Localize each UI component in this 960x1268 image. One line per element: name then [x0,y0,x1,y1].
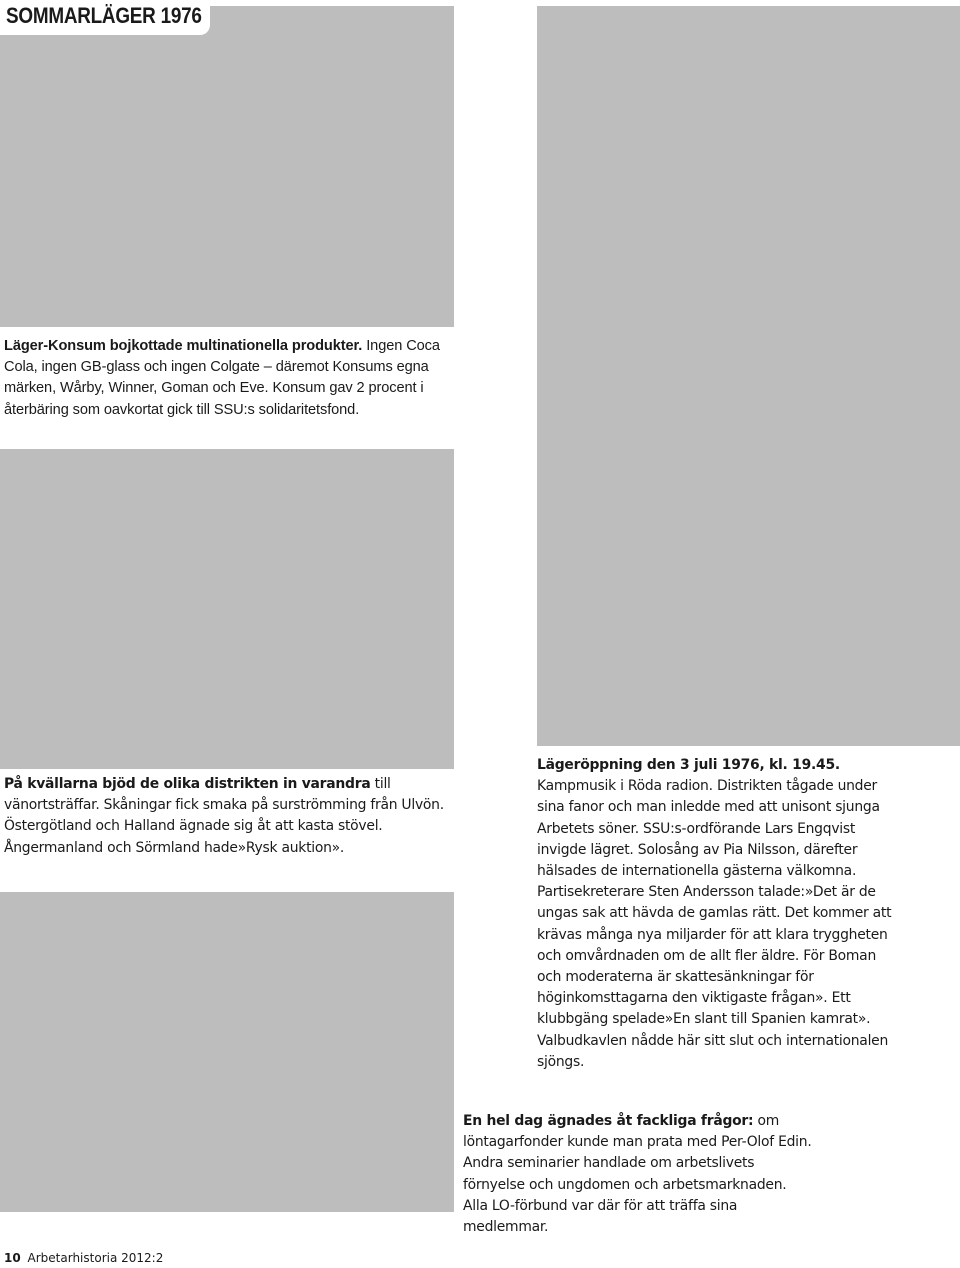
caption-lead: På kvällarna bjöd de olika distrikten in varandra [4,776,371,792]
caption-body: Kampmusik i Röda radion. Distrikten tågade under sina fanor och man inledde med att unisont sjunga Arbetets söner. SSU:s-ordförande Lars Engqvist invigde lägret. Solosång av Pia Nilsson, därefter hälsades de internationella gästerna välkomna. Partisekreterare Sten Andersson talade:»Det är de ungas sak att hävda de gamlas rätt. Det kommer att krävas många nya miljarder för att klara tryggheten och omvårdnaden om de allt fler äldre. För Boman och moderaterna är skattesänkningar för höginkomsttagarna den viktigaste frågan». Ett klubbgäng spelade»En slant till Spanien kamrat». Valbudkavlen nådde här sitt slut och internationalen sjöngs. [537,778,892,1070]
caption-kvallarna [4,774,466,859]
photo-lower-right [454,1078,960,1097]
caption-fackliga [463,1111,815,1238]
caption-lageroppning [537,755,893,1073]
caption-body: Ingen Coca Cola, ingen GB-glass och ingen Colgate – däremot Konsums egna märken, Wårby, Winner, Goman och Eve. Konsum gav 2 procent i återbäring som oavkortat gick till SSU:s solidaritetsfond. [4,338,440,418]
photo-konsum [0,6,454,327]
page-number: 10 [4,1251,21,1265]
caption-lead: Lägeröppning den 3 juli 1976, kl. 19.45. [537,757,840,773]
publication-name: Arbetarhistoria 2012:2 [27,1251,164,1265]
photo-kvallarna [0,449,454,769]
page-title: SOMMARLÄGER 1976 [6,3,202,28]
caption-lead: En hel dag ägnades åt fackliga frågor: [463,1113,754,1129]
caption-lead: Läger-Konsum bojkottade multinationella produkter. [4,338,363,354]
photo-lower-left [0,892,454,1212]
header-bar [0,0,210,35]
caption-konsum [4,336,456,421]
caption-body: till vänortsträffar. Skåningar fick smaka på surströmming från Ulvön. Östergötland och Halland ägnade sig åt att kasta stövel. Ångermanland och Sörmland hade»Rysk auktion». [4,776,444,856]
page-footer [4,1251,163,1265]
photo-right-tall [537,6,960,746]
caption-body: om löntagarfonder kunde man prata med Per-Olof Edin. Andra seminarier handlade om arbetslivets förnyelse och ungdomen och arbetsmarknaden. Alla LO-förbund var där för att träffa sina medlemmar. [463,1113,812,1236]
